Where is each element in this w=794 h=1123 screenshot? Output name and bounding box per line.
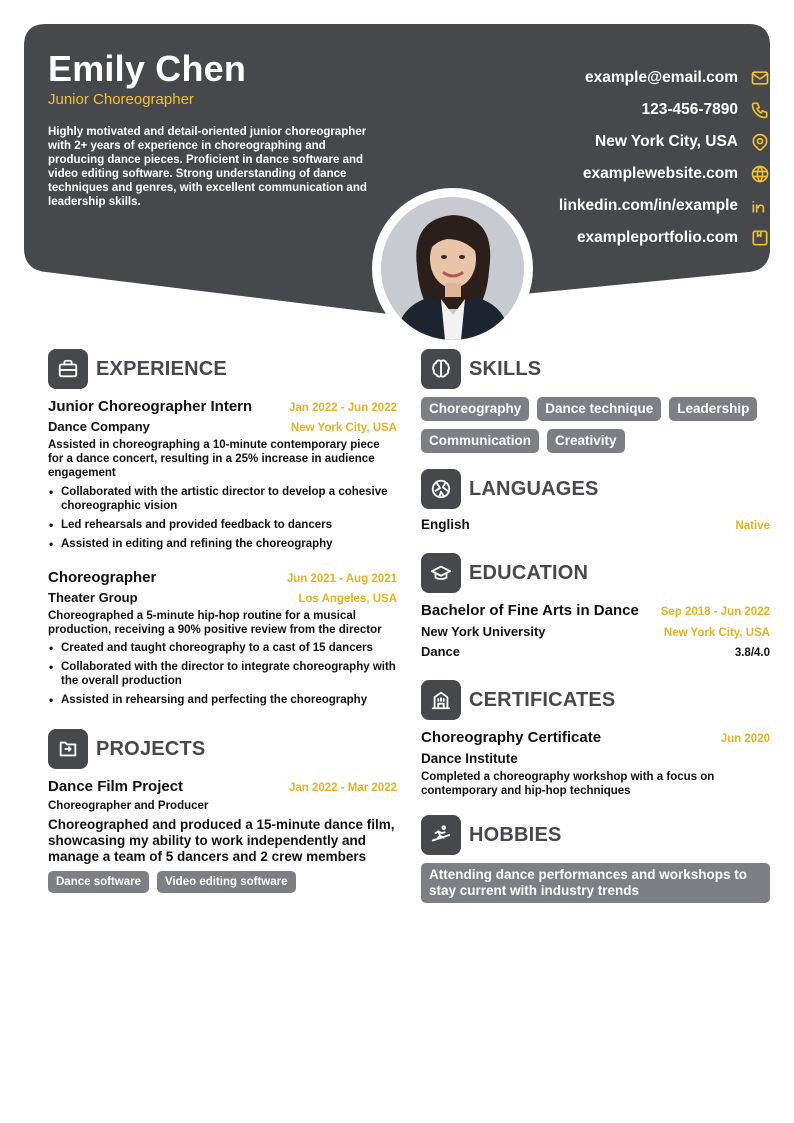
certificate-item: [421, 729, 770, 798]
field-of-study: Dance: [421, 644, 461, 659]
hobbies-title: HOBBIES: [469, 823, 562, 846]
institution-icon: [421, 680, 461, 720]
hobbies-section-header: [421, 815, 562, 855]
language-name: English: [421, 517, 470, 532]
languages-section-header: [421, 469, 599, 509]
job-date: Jun 2021 - Aug 2021: [286, 573, 397, 585]
project-description: Choreographed and produced a 15-minute dance film, showcasing my ability to work independently and manage a team of 5 dancers and 2 crew members: [48, 817, 395, 864]
job-description: Choreographed a 5-minute hip-hop routine for a musical production, receiving a 90% positive review from the director: [48, 610, 382, 636]
skills-list: [421, 397, 770, 461]
projects-title: PROJECTS: [96, 737, 206, 760]
brain-icon: [421, 349, 461, 389]
job-description: Assisted in choreographing a 10-minute contemporary piece for a dance concert, resulting in a 25% increase in audience engagement: [48, 439, 380, 479]
experience-section-header: [48, 349, 227, 389]
project-item: [48, 778, 397, 893]
folder-icon: [48, 729, 88, 769]
list-item: • Collaborated with the director to integrate choreography with the overall production: [48, 660, 397, 688]
languages-title: LANGUAGES: [469, 477, 599, 500]
skier-icon: [421, 815, 461, 855]
envelope-icon: [750, 68, 770, 88]
contact-email-text[interactable]: example@email.com: [585, 69, 738, 86]
project-name: Dance Film Project: [48, 778, 184, 795]
experience-item: [48, 398, 397, 556]
project-tag: Video editing software: [157, 871, 295, 893]
job-company: Theater Group: [48, 590, 138, 605]
avatar: [381, 197, 524, 340]
job-date: Jan 2022 - Jun 2022: [288, 402, 397, 414]
contact-location-text: New York City, USA: [595, 133, 738, 150]
education-title: EDUCATION: [469, 561, 589, 584]
contact-website-text[interactable]: examplewebsite.com: [582, 165, 738, 182]
job-location: Los Angeles, USA: [298, 593, 397, 605]
skill-tag: Choreography: [421, 397, 529, 421]
job-company: Dance Company: [48, 419, 150, 434]
skill-tag: Communication: [421, 429, 539, 453]
briefcase-icon: [48, 349, 88, 389]
linkedin-icon: [750, 196, 770, 216]
contact-phone-text[interactable]: 123-456-7890: [641, 101, 738, 118]
contact-linkedin-text[interactable]: linkedin.com/in/example: [558, 197, 738, 214]
candidate-title: Junior Choreographer: [48, 91, 194, 108]
phone-icon: [750, 100, 770, 120]
globe-icon: [750, 164, 770, 184]
project-role: Choreographer and Producer: [48, 800, 209, 812]
certificate-name: Choreography Certificate: [421, 729, 602, 746]
list-item: • Assisted in rehearsing and perfecting the choreography: [48, 693, 397, 707]
certificate-description: Completed a choreography workshop with a focus on contemporary and hip-hop techniques: [421, 771, 715, 797]
list-item: • Created and taught choreography to a cast of 15 dancers: [48, 641, 397, 655]
map-pin-icon: [750, 132, 770, 152]
degree-name: Bachelor of Fine Arts in Dance: [421, 602, 639, 619]
list-item: • Assisted in editing and refining the choreography: [48, 537, 397, 551]
hobby-item: Attending dance performances and workshops to stay current with industry trends: [421, 863, 770, 903]
contact-portfolio-text[interactable]: exampleportfolio.com: [576, 229, 738, 246]
education-date: Sep 2018 - Jun 2022: [660, 606, 770, 618]
certificate-date: Jun 2020: [720, 733, 770, 745]
education-section-header: [421, 553, 588, 593]
gpa: 3.8/4.0: [734, 647, 770, 659]
profile-summary: Highly motivated and detail-oriented junior choreographer with 2+ years of experience in choreographing and producing dance pieces. Proficient in dance software and video editing software. Strong understanding of dance techniques and genres, with excellent communication and leadership skills.: [48, 126, 367, 208]
candidate-name: Emily Chen: [48, 48, 247, 89]
skills-title: SKILLS: [469, 357, 542, 380]
skills-section-header: [421, 349, 541, 389]
contact-website[interactable]: [410, 158, 770, 190]
job-role: Choreographer: [48, 569, 157, 586]
job-bullets: [48, 641, 397, 707]
experience-item: [48, 569, 397, 712]
graduation-cap-icon: [421, 553, 461, 593]
skill-tag: Dance technique: [537, 397, 661, 421]
experience-title: EXPERIENCE: [96, 357, 227, 380]
job-role: Junior Choreographer Intern: [48, 398, 253, 415]
job-location: New York City, USA: [290, 422, 397, 434]
certificate-issuer: Dance Institute: [421, 751, 518, 766]
projects-section-header: [48, 729, 205, 769]
portfolio-icon: [750, 228, 770, 248]
list-item: • Led rehearsals and provided feedback to dancers: [48, 518, 397, 532]
hobbies-list: [421, 863, 770, 903]
language-icon: [421, 469, 461, 509]
project-date: Jan 2022 - Mar 2022: [288, 782, 397, 794]
contact-location: [410, 126, 770, 158]
school-name: New York University: [421, 624, 546, 639]
school-location: New York City, USA: [663, 627, 770, 639]
contact-phone[interactable]: [410, 94, 770, 126]
project-tags: [48, 871, 397, 893]
language-item: [421, 517, 770, 532]
contact-email[interactable]: [410, 62, 770, 94]
education-item: [421, 602, 770, 659]
language-level: Native: [735, 520, 770, 532]
job-bullets: [48, 485, 397, 551]
project-tag: Dance software: [48, 871, 149, 893]
skill-tag: Creativity: [547, 429, 625, 453]
list-item: • Collaborated with the artistic director to develop a cohesive choreographic vision: [48, 485, 397, 513]
certificates-title: CERTIFICATES: [469, 688, 616, 711]
certificates-section-header: [421, 680, 615, 720]
skill-tag: Leadership: [669, 397, 757, 421]
